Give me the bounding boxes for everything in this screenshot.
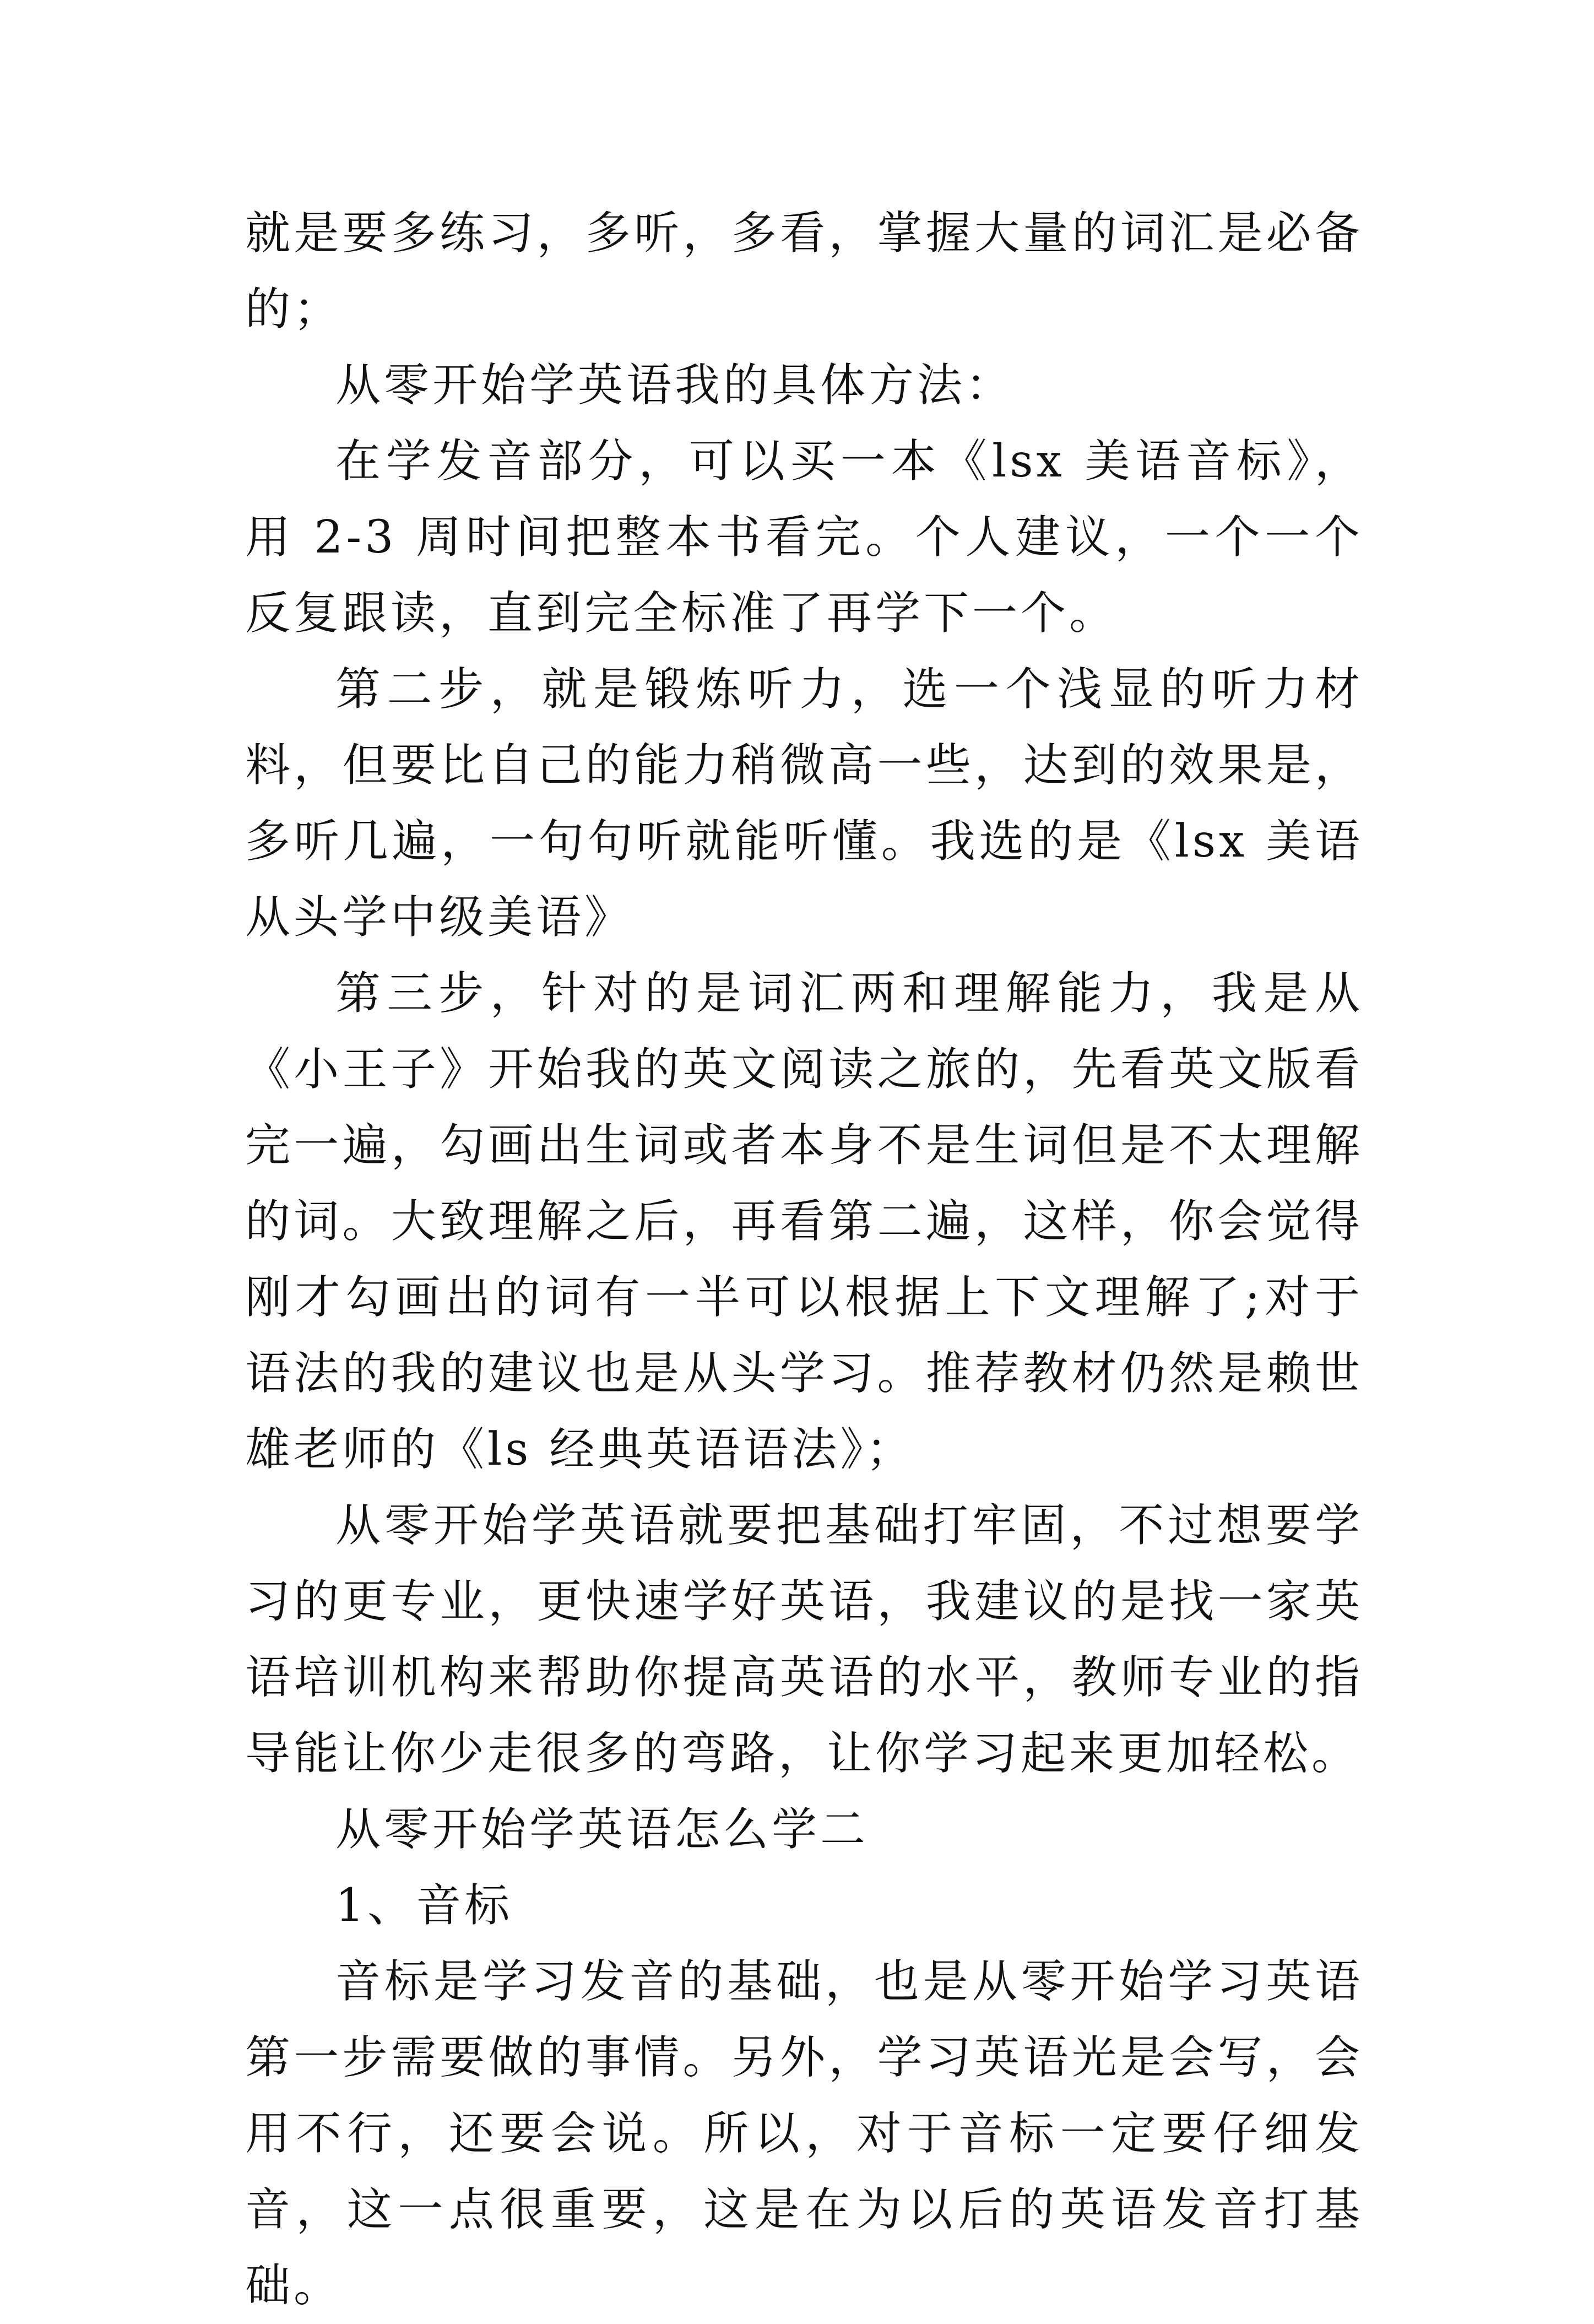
paragraph-continuation: 就是要多练习，多听，多看，掌握大量的词汇是必备的； xyxy=(245,207,1363,335)
paragraph-step-three: 第三步，针对的是词汇两和理解能力，我是从《小王子》开始我的英文阅读之旅的，先看英文版看完一遍，勾画出生词或者本身不是生词但是不太理解的词。大致理解之后，再看第二遍，这样，你会觉得刚才勾画出的词有一半可以根据上下文理解了;对于语法的我的建议也是从头学习。推荐教材仍然是赖世雄老师的《ls 经典英语语法》； xyxy=(245,967,1363,1476)
section-heading: 从零开始学英语怎么学二 xyxy=(335,1803,869,1856)
paragraph-step-two: 第二步，就是锻炼听力，选一个浅显的听力材料，但要比自己的能力稍微高一些，达到的效果是，多听几遍，一句句听就能听懂。我选的是《lsx 美语从头学中级美语》 xyxy=(245,663,1363,944)
paragraph-method-heading: 从零开始学英语我的具体方法： xyxy=(335,359,1015,411)
paragraph-advice: 从零开始学英语就要把基础打牢固，不过想要学习的更专业，更快速学好英语，我建议的是找一家英语培训机构来帮助你提高英语的水平，教师专业的指导能让你少走很多的弯路，让你学习起来更加轻松。 xyxy=(245,1499,1363,1780)
paragraph-pronunciation: 在学发音部分，可以买一本《lsx 美语音标》，用 2-3 周时间把整本书看完。个人建议，一个一个反复跟读，直到完全标准了再学下一个。 xyxy=(245,435,1363,640)
paragraph-phonetics: 音标是学习发音的基础，也是从零开始学习英语第一步需要做的事情。另外，学习英语光是会写，会用不行，还要会说。所以，对于音标一定要仔细发音，这一点很重要，这是在为以后的英语发音打基础。 xyxy=(245,1955,1363,2312)
subheading-phonetics: 1、音标 xyxy=(335,1879,513,1932)
document-body xyxy=(245,196,1363,2324)
